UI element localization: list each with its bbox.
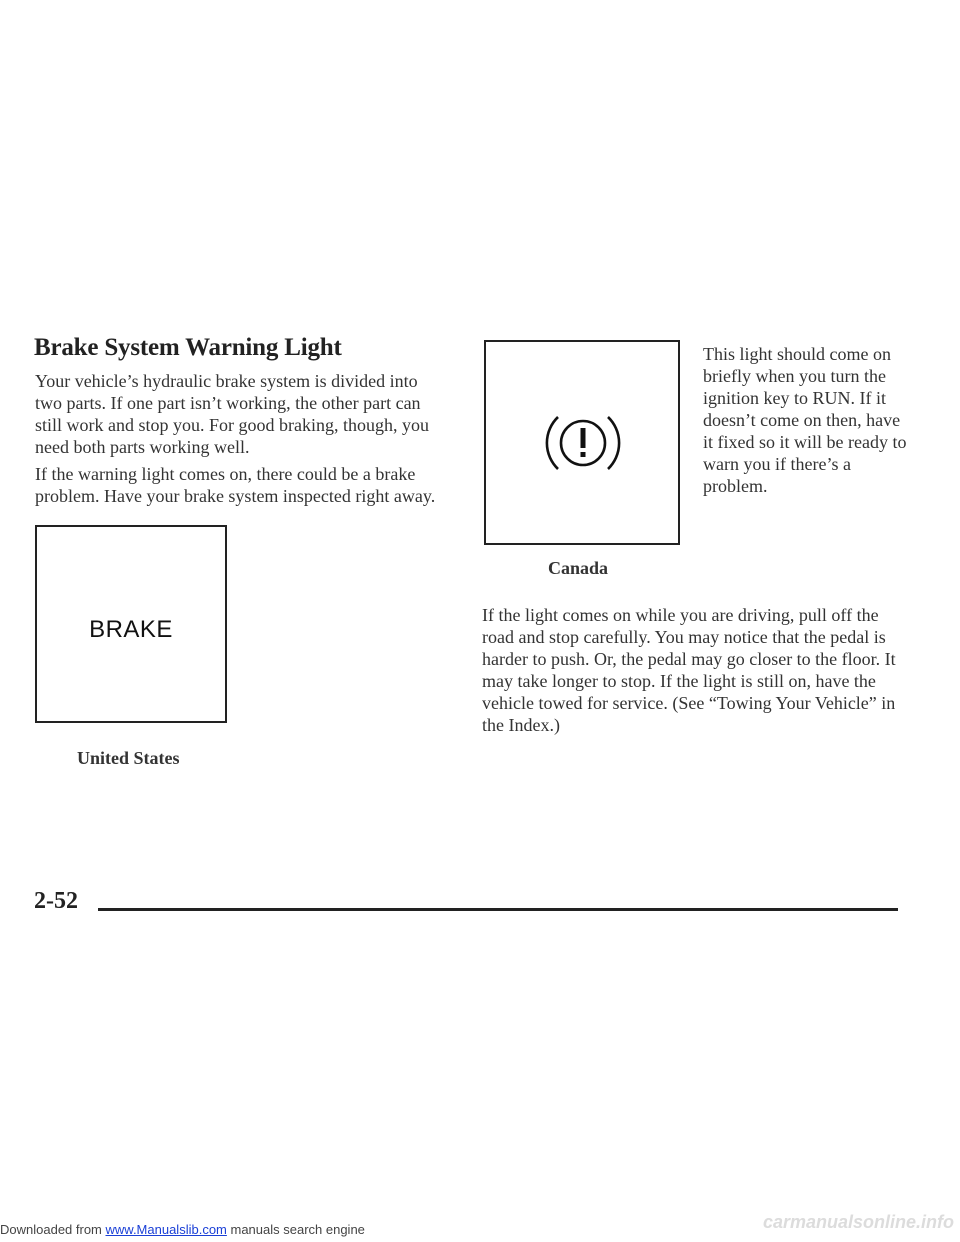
canada-caption: Canada: [548, 558, 609, 578]
us-brake-indicator: [35, 525, 227, 723]
footer-prefix: Downloaded from: [0, 1222, 106, 1237]
manualslib-link[interactable]: www.Manualslib.com: [105, 1222, 227, 1237]
download-footer: [0, 1222, 365, 1237]
ignition-paragraph: This light should come on briefly when you turn the ignition key to RUN. If it doesn’t come on then, have it fixed so it will be ready to warn you if there’s a problem.: [703, 344, 907, 496]
driving-paragraph: If the light comes on while you are driving, pull off the road and stop carefully. You may notice that the pedal is harder to push. Or, the pedal may go closer to the floor. It may take longer to stop. If the light is still on, have the vehicle towed for service. (See “Towing Your Vehicle” in the Index.): [482, 605, 896, 735]
us-caption: United States: [77, 748, 180, 768]
page-number: 2-52: [34, 888, 78, 914]
footer-suffix: manuals search engine: [226, 1222, 365, 1237]
brake-symbol-text: BRAKE: [89, 616, 173, 643]
brake-warning-icon: [542, 407, 624, 479]
watermark: carmanualsonline.info: [762, 1212, 954, 1232]
page-rule: [98, 908, 898, 911]
canada-brake-indicator: [484, 340, 680, 545]
section-heading: Brake System Warning Light: [34, 334, 342, 361]
intro-paragraph: Your vehicle’s hydraulic brake system is divided into two parts. If one part isn’t working, the other part can still work and stop you. For good braking, though, you need both parts working well.: [35, 371, 429, 457]
warning-paragraph: If the warning light comes on, there could be a brake problem. Have your brake system inspected right away.: [35, 464, 436, 506]
